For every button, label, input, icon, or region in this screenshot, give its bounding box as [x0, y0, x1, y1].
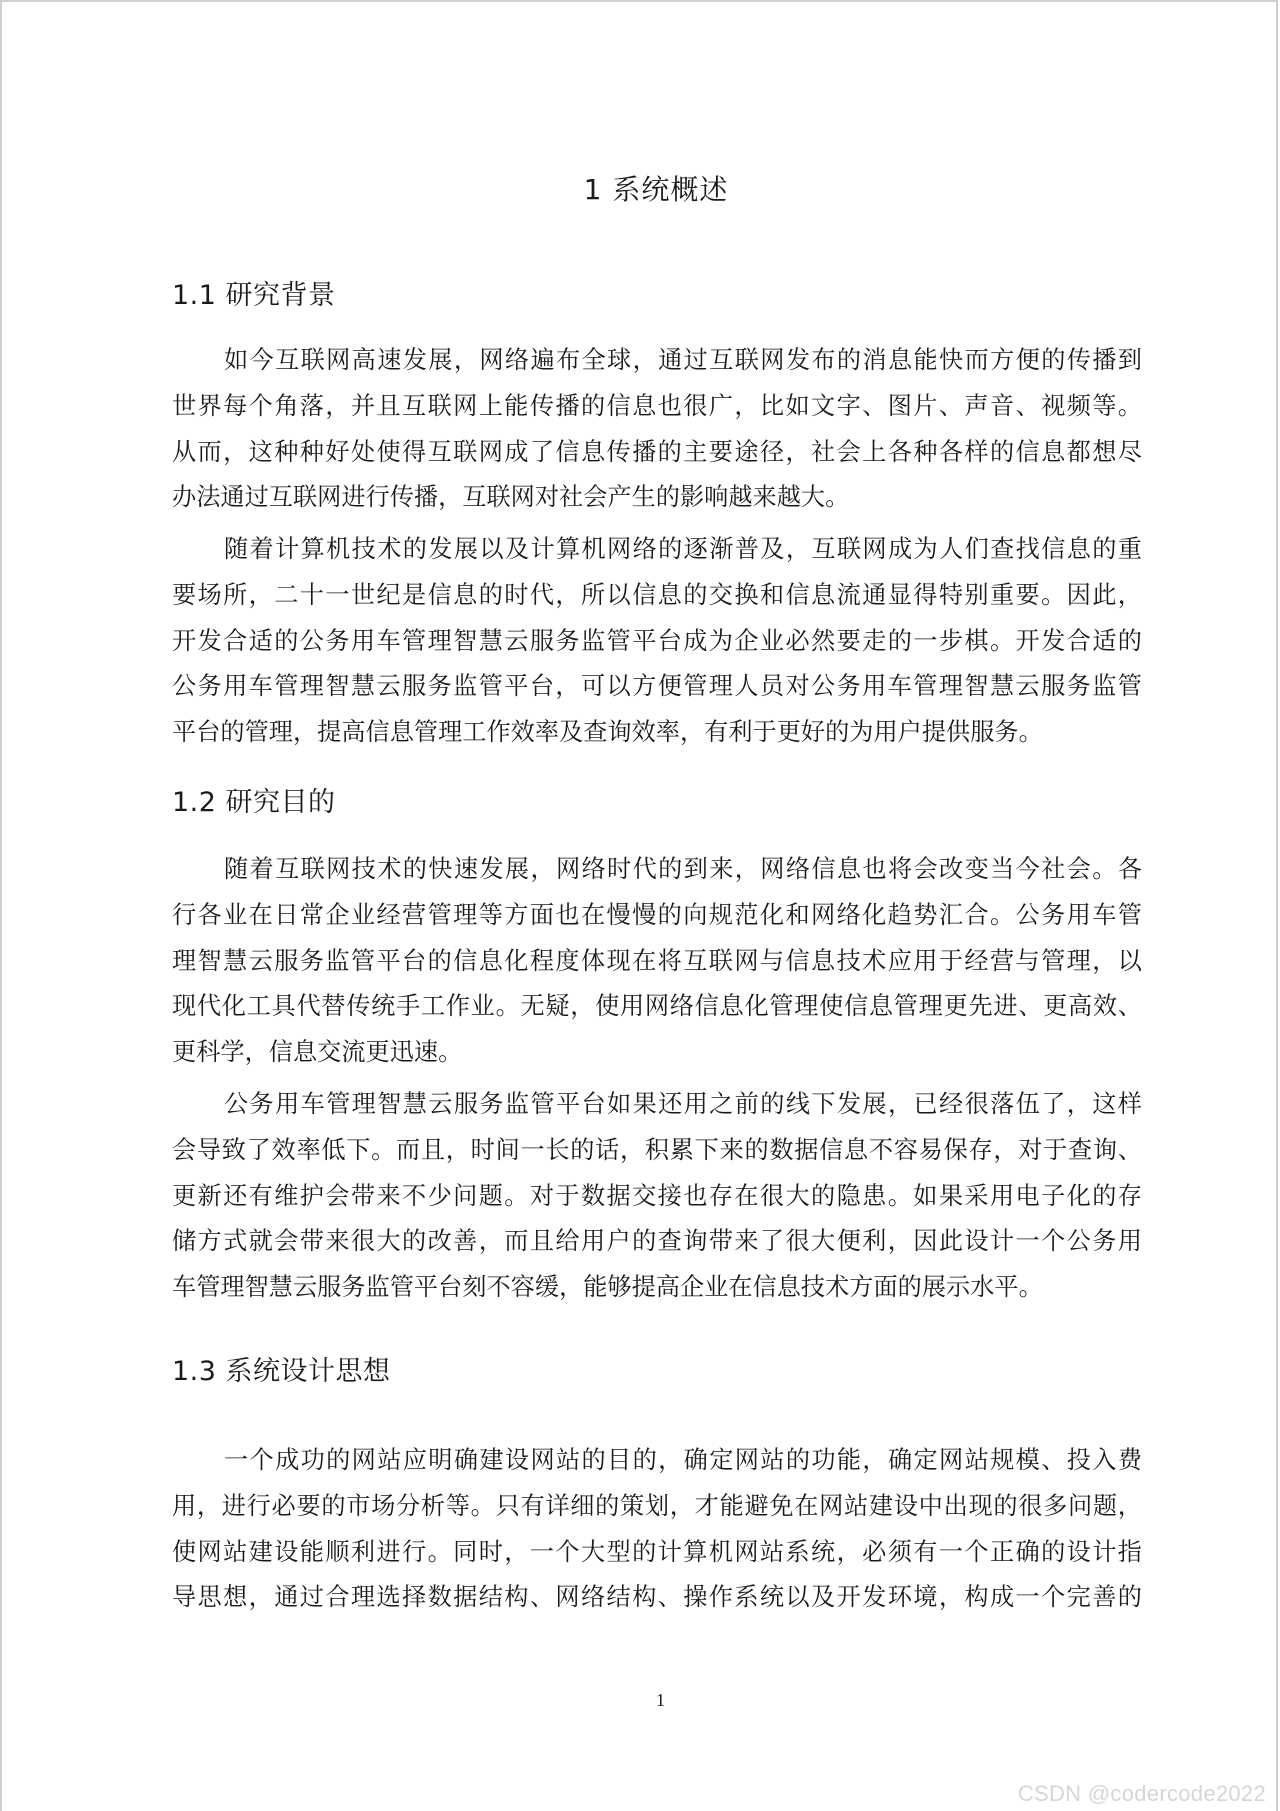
paragraph [172, 527, 1142, 756]
text-line: 世界每个角落，并且互联网上能传播的信息也很广，比如文字、图片、声音、视频等。 [172, 391, 1142, 420]
paragraph [172, 1438, 1142, 1621]
section-title-1-2: 1.2 研究目的 [172, 787, 336, 818]
text-line: 会导致了效率低下。而且，时间一长的话，积累下来的数据信息不容易保存，对于查询、 [172, 1135, 1142, 1164]
text-line: 随着互联网技术的快速发展，网络时代的到来，网络信息也将会改变当今社会。各 [224, 855, 1142, 883]
text-line: 理智慧云服务监管平台的信息化程度体现在将互联网与信息技术应用于经营与管理，以 [172, 946, 1142, 975]
text-line: 从而，这种种好处使得互联网成了信息传播的主要途径，社会上各种各样的信息都想尽 [172, 437, 1142, 466]
watermark: CSDN @codercode2022 [1017, 1781, 1266, 1806]
paragraph [172, 847, 1142, 1076]
text-line: 随着计算机技术的发展以及计算机网络的逐渐普及，互联网成为人们查找信息的重 [224, 535, 1142, 563]
text-line: 导思想，通过合理选择数据结构、网络结构、操作系统以及开发环境，构成一个完善的 [172, 1583, 1142, 1612]
text-line: 公务用车管理智慧云服务监管平台如果还用之前的线下发展，已经很落伍了，这样 [224, 1090, 1142, 1118]
text-line: 现代化工具代替传统手工作业。无疑，使用网络信息化管理使信息管理更先进、更高效、 [172, 992, 1142, 1021]
text-line: 办法通过互联网进行传播，互联网对社会产生的影响越来越大。 [172, 483, 850, 512]
chapter-title: 1 系统概述 [583, 173, 729, 206]
section-title-1-3: 1.3 系统设计思想 [172, 1356, 391, 1387]
page-number: 1 [656, 1690, 665, 1710]
text-line: 要场所，二十一世纪是信息的时代，所以信息的交换和信息流通显得特别重要。因此， [172, 580, 1142, 609]
paragraph [172, 338, 1142, 521]
text-line: 如今互联网高速发展，网络遍布全球，通过互联网发布的消息能快而方便的传播到 [224, 346, 1142, 374]
text-line: 公务用车管理智慧云服务监管平台，可以方便管理人员对公务用车管理智慧云服务监管 [172, 672, 1142, 701]
text-line: 用，进行必要的市场分析等。只有详细的策划，才能避免在网站建设中出现的很多问题， [172, 1491, 1142, 1520]
text-line: 储方式就会带来很大的改善，而且给用户的查询带来了很大便利，因此设计一个公务用 [172, 1227, 1142, 1256]
text-line: 平台的管理，提高信息管理工作效率及查询效率，有利于更好的为用户提供服务。 [172, 718, 1043, 747]
text-line: 车管理智慧云服务监管平台刻不容缓，能够提高企业在信息技术方面的展示水平。 [172, 1273, 1043, 1302]
section-title-1-1: 1.1 研究背景 [172, 280, 336, 311]
text-line: 一个成功的网站应明确建设网站的目的，确定网站的功能，确定网站规模、投入费 [224, 1446, 1142, 1474]
text-line: 使网站建设能顺利进行。同时，一个大型的计算机网站系统，必须有一个正确的设计指 [172, 1537, 1142, 1566]
text-line: 更科学，信息交流更迅速。 [172, 1038, 463, 1067]
text-line: 行各业在日常企业经营管理等方面也在慢慢的向规范化和网络化趋势汇合。公务用车管 [172, 900, 1142, 929]
text-line: 开发合适的公务用车管理智慧云服务监管平台成为企业必然要走的一步棋。开发合适的 [172, 626, 1142, 655]
text-line: 更新还有维护会带来不少问题。对于数据交接也存在很大的隐患。如果采用电子化的存 [172, 1181, 1142, 1210]
paragraph [172, 1082, 1142, 1311]
